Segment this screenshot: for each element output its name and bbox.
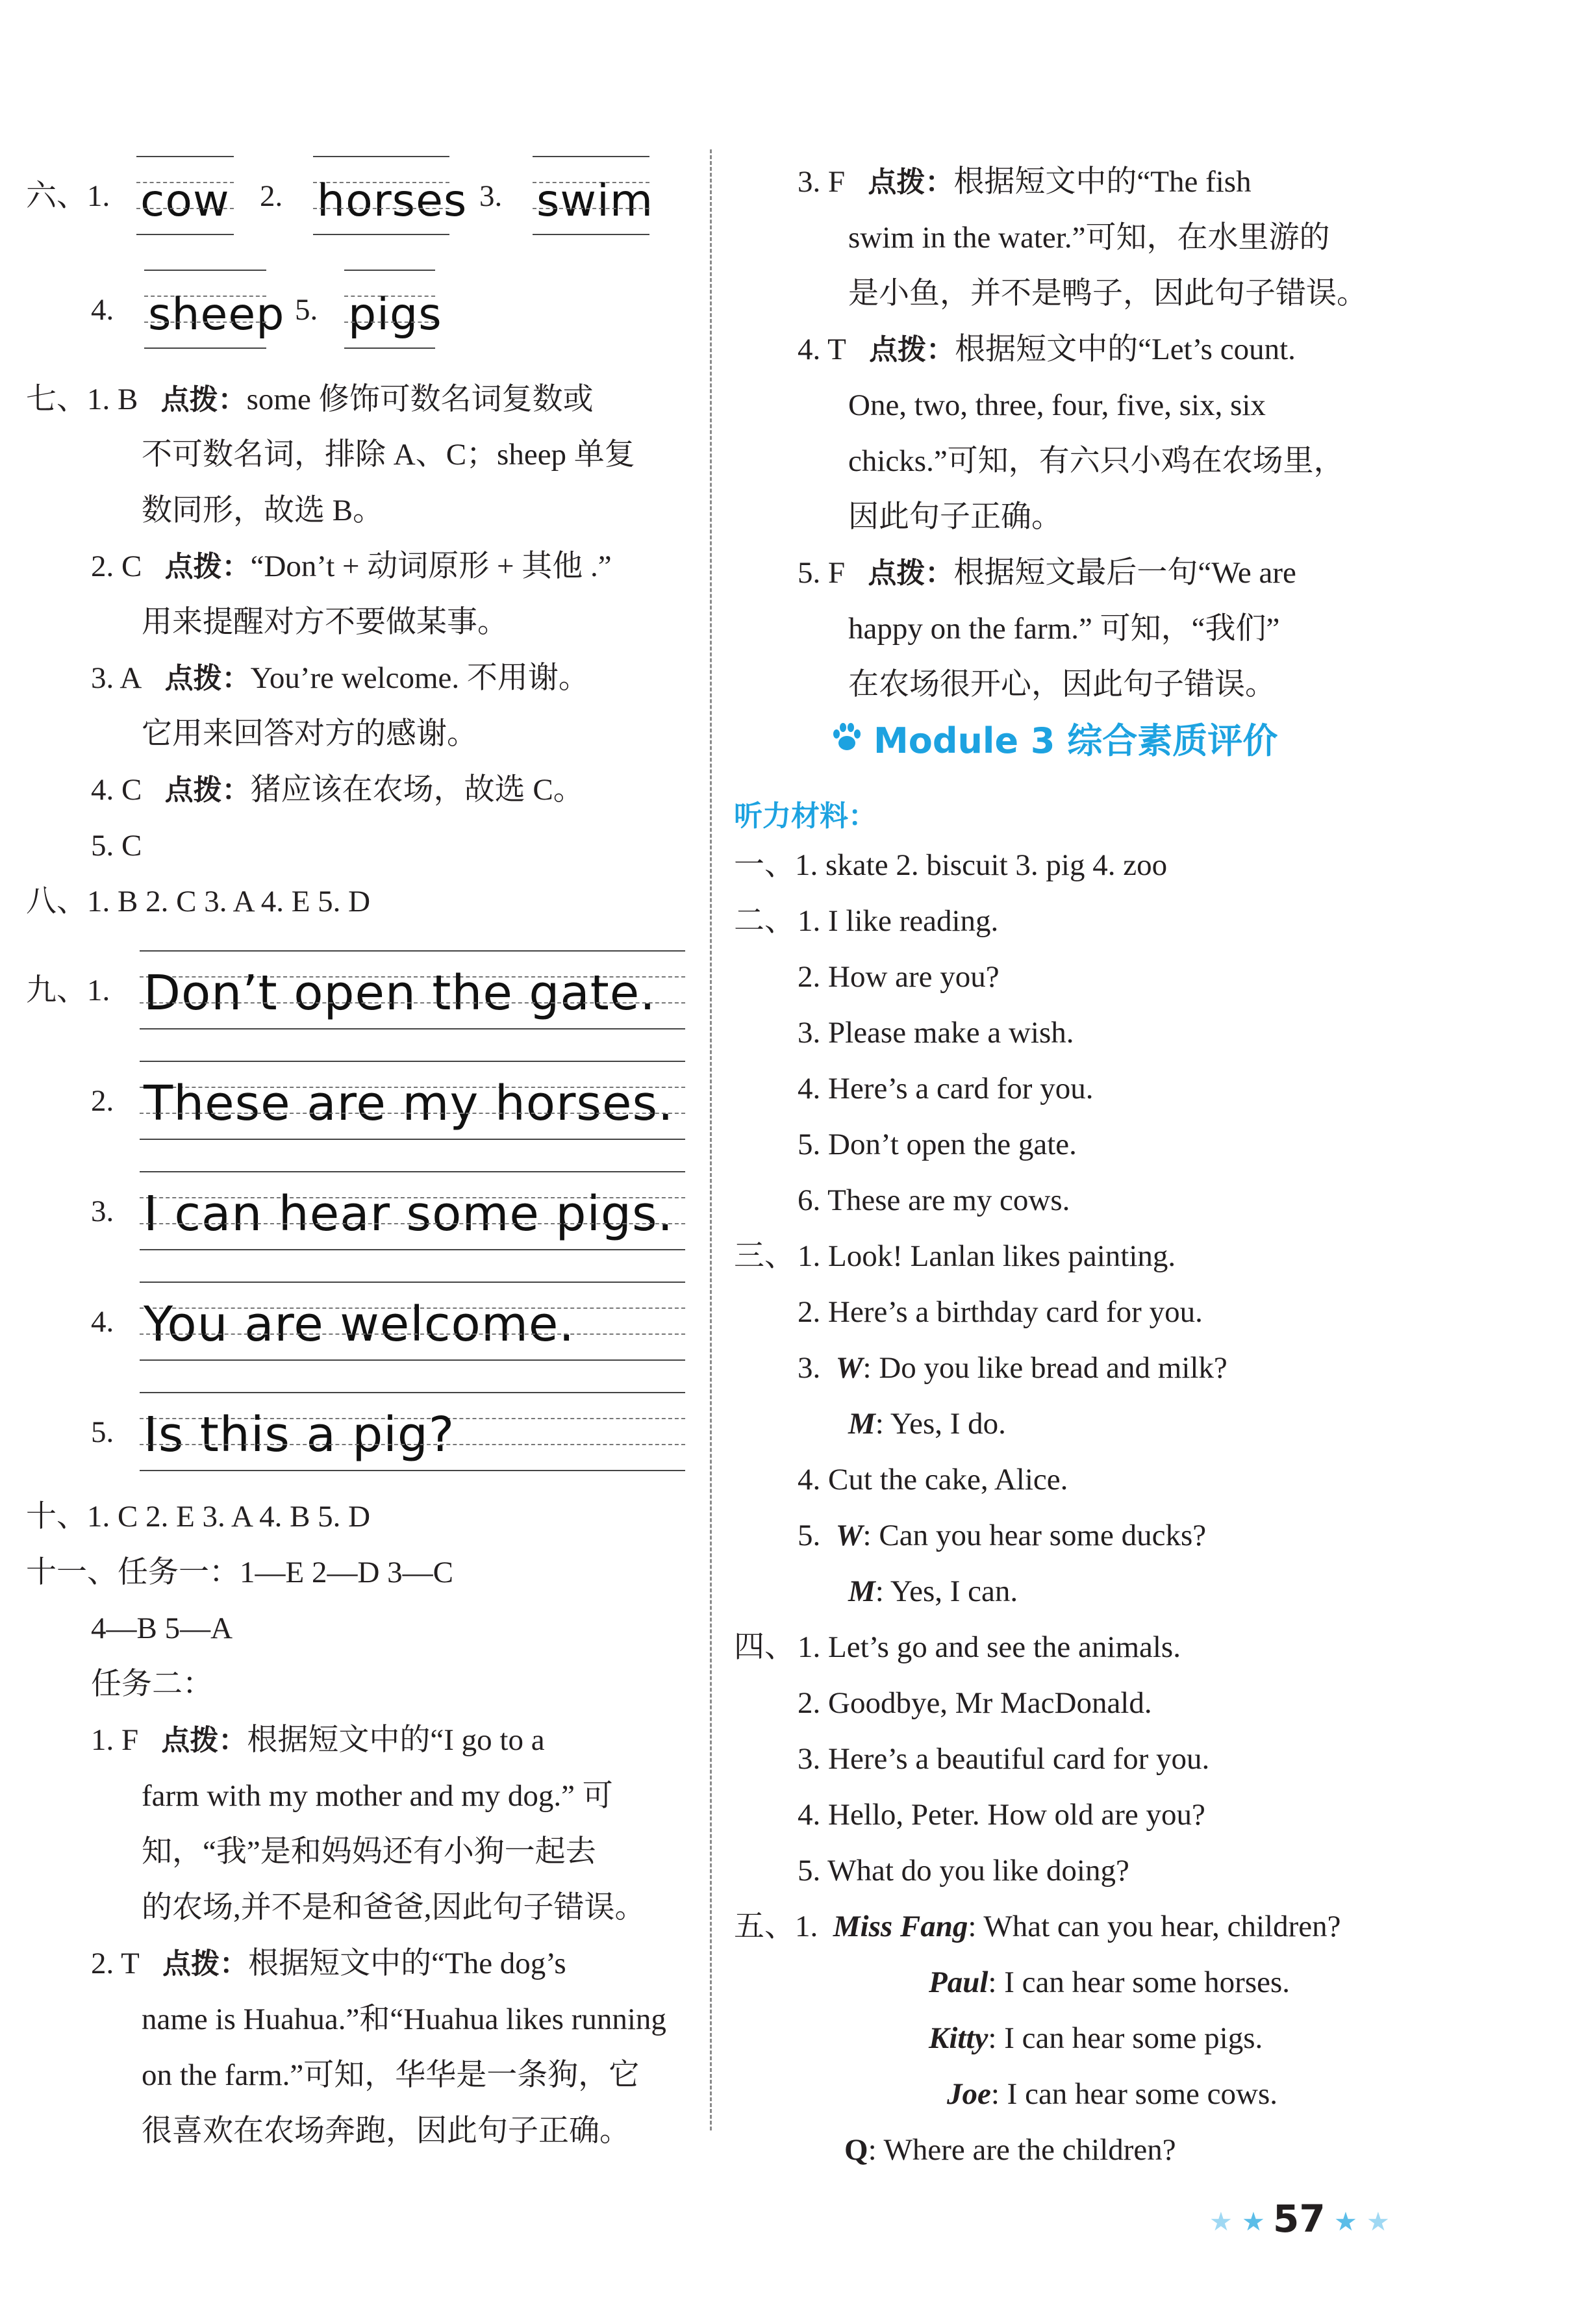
- module-heading: Module 3 综合素质评价: [874, 720, 1278, 761]
- section-9-num-5: 5.: [91, 1415, 114, 1449]
- word-swim: swim: [533, 156, 649, 235]
- dialogue-line: Paul: I can hear some horses.: [929, 1965, 1290, 1999]
- section-11-task1: 十一、任务一：1—E 2—D 3—C: [26, 1556, 453, 1589]
- section-8: 八、1. B 2. C 3. A 4. E 5. D: [26, 885, 371, 918]
- listen-3-item: 3. W: Do you like bread and milk?: [798, 1351, 1227, 1385]
- section-7-1: 七、1. B 点拨：some 修饰可数名词复数或: [26, 383, 594, 416]
- task2-item-2-line3: on the farm.”可知，华华是一条狗，它: [142, 2058, 640, 2092]
- listen-4-item: 1. Let’s go and see the animals.: [798, 1630, 1181, 1664]
- listen-2-item: 6. These are my cows.: [798, 1183, 1070, 1217]
- sentence-3: I can hear some pigs.: [140, 1171, 685, 1250]
- section-10: 十、1. C 2. E 3. A 4. B 5. D: [26, 1500, 371, 1534]
- section-7-1-line2: 不可数名词，排除 A、C；sheep 单复: [142, 438, 635, 472]
- section-6-num-4: 4.: [91, 293, 114, 327]
- section-7-2-line2: 用来提醒对方不要做某事。: [142, 605, 508, 639]
- star-icon: ★: [1366, 2207, 1390, 2237]
- listen-section-2-label: 二、: [734, 904, 795, 938]
- word-cow: cow: [136, 156, 234, 235]
- page-number: 57: [1273, 2197, 1326, 2241]
- listen-3-item: M: Yes, I can.: [848, 1574, 1018, 1608]
- sentence-2: These are my horses.: [140, 1061, 685, 1140]
- section-11-task2-label: 任务二：: [91, 1667, 213, 1701]
- sentence-1: Don’t open the gate.: [140, 950, 685, 1029]
- task2-item-2-line4: 很喜欢在农场奔跑，因此句子正确。: [142, 2114, 630, 2148]
- listen-4-item: 2. Goodbye, Mr MacDonald.: [798, 1686, 1152, 1720]
- section-7-3: 3. A 点拨：You’re welcome. 不用谢。: [91, 661, 589, 695]
- listen-section-1: 一、1. skate 2. biscuit 3. pig 4. zoo: [734, 848, 1168, 882]
- word-pigs: pigs: [344, 270, 435, 349]
- sentence-4: You are welcome.: [140, 1282, 685, 1361]
- question-line: Q: Where are the children?: [844, 2133, 1176, 2167]
- listen-section-3-label: 三、: [734, 1239, 795, 1273]
- task2-item-4-line3: chicks.”可知，有六只小鸡在农场里，: [848, 444, 1344, 478]
- section-7-2: 2. C 点拨：“Don’t + 动词原形 + 其他 .”: [91, 549, 612, 583]
- section-6-num-5: 5.: [295, 293, 318, 327]
- listen-4-item: 5. What do you like doing?: [798, 1854, 1129, 1888]
- listen-3-item: 5. W: Can you hear some ducks?: [798, 1519, 1207, 1552]
- listen-2-item: 1. I like reading.: [798, 904, 999, 938]
- section-7-5: 5. C: [91, 829, 142, 863]
- task2-item-1-line3: 知，“我”是和妈妈还有小狗一起去: [142, 1835, 596, 1869]
- column-divider: [710, 149, 712, 2130]
- section-9-label: 九、1.: [26, 974, 110, 1007]
- dialogue-line: Kitty: I can hear some pigs.: [929, 2021, 1263, 2055]
- listen-3-item: 1. Look! Lanlan likes painting.: [798, 1239, 1176, 1273]
- section-9-num-3: 3.: [91, 1194, 114, 1228]
- section-7-3-line2: 它用来回答对方的感谢。: [142, 717, 477, 751]
- section-9-num-2: 2.: [91, 1084, 114, 1118]
- listen-section-4-label: 四、: [734, 1630, 795, 1664]
- star-icon: ★: [1209, 2207, 1233, 2237]
- listen-3-item: 4. Cut the cake, Alice.: [798, 1463, 1068, 1497]
- section-6-num-2: 2.: [260, 179, 283, 213]
- section-7-1-line3: 数同形，故选 B。: [142, 494, 384, 527]
- section-7-4: 4. C 点拨：猪应该在农场，故选 C。: [91, 773, 584, 807]
- word-horses: horses: [313, 156, 449, 235]
- task2-item-3: 3. F 点拨：根据短文中的“The fish: [798, 165, 1252, 199]
- task2-item-4-line4: 因此句子正确。: [848, 500, 1062, 534]
- paw-icon: [830, 721, 864, 755]
- task2-item-5-line3: 在农场很开心，因此句子错误。: [848, 668, 1276, 701]
- listen-4-item: 4. Hello, Peter. How old are you?: [798, 1798, 1205, 1832]
- star-icon: ★: [1334, 2207, 1357, 2237]
- listen-4-item: 3. Here’s a beautiful card for you.: [798, 1742, 1210, 1776]
- section-11-task1-line2: 4—B 5—A: [91, 1611, 233, 1645]
- listen-2-item: 5. Don’t open the gate.: [798, 1128, 1077, 1161]
- listen-3-item: M: Yes, I do.: [848, 1407, 1006, 1441]
- listen-2-item: 3. Please make a wish.: [798, 1016, 1074, 1050]
- task2-item-1-line2: farm with my mother and my dog.” 可: [142, 1779, 613, 1813]
- listen-2-item: 2. How are you?: [798, 960, 1000, 994]
- task2-item-5: 5. F 点拨：根据短文最后一句“We are: [798, 556, 1296, 590]
- dialogue-line: Joe: I can hear some cows.: [947, 2077, 1277, 2111]
- task2-item-3-line3: 是小鱼，并不是鸭子，因此句子错误。: [848, 277, 1367, 310]
- task2-item-3-line2: swim in the water.”可知，在水里游的: [848, 221, 1330, 255]
- task2-item-4: 4. T 点拨：根据短文中的“Let’s count.: [798, 333, 1296, 366]
- section-6-num-3: 3.: [479, 179, 503, 213]
- section-9-num-4: 4.: [91, 1305, 114, 1339]
- listening-material-label: 听力材料：: [734, 800, 877, 833]
- task2-item-1-line4: 的农场,并不是和爸爸,因此句子错误。: [142, 1891, 646, 1925]
- task2-item-4-line2: One, two, three, four, five, six, six: [848, 388, 1266, 422]
- section-6-label: 六、1.: [26, 179, 110, 213]
- task2-item-1: 1. F 点拨：根据短文中的“I go to a: [91, 1723, 545, 1757]
- sentence-5: Is this a pig?: [140, 1392, 685, 1471]
- task2-item-2: 2. T 点拨：根据短文中的“The dog’s: [91, 1947, 566, 1980]
- word-sheep: sheep: [144, 270, 266, 349]
- listen-2-item: 4. Here’s a card for you.: [798, 1072, 1094, 1105]
- listen-3-item: 2. Here’s a birthday card for you.: [798, 1295, 1203, 1329]
- task2-item-5-line2: happy on the farm.” 可知，“我们”: [848, 612, 1280, 646]
- star-icon: ★: [1242, 2207, 1265, 2237]
- listen-section-5: 五、1. Miss Fang: What can you hear, children?: [734, 1910, 1341, 1943]
- task2-item-2-line2: name is Huahua.”和“Huahua likes running: [142, 2002, 666, 2036]
